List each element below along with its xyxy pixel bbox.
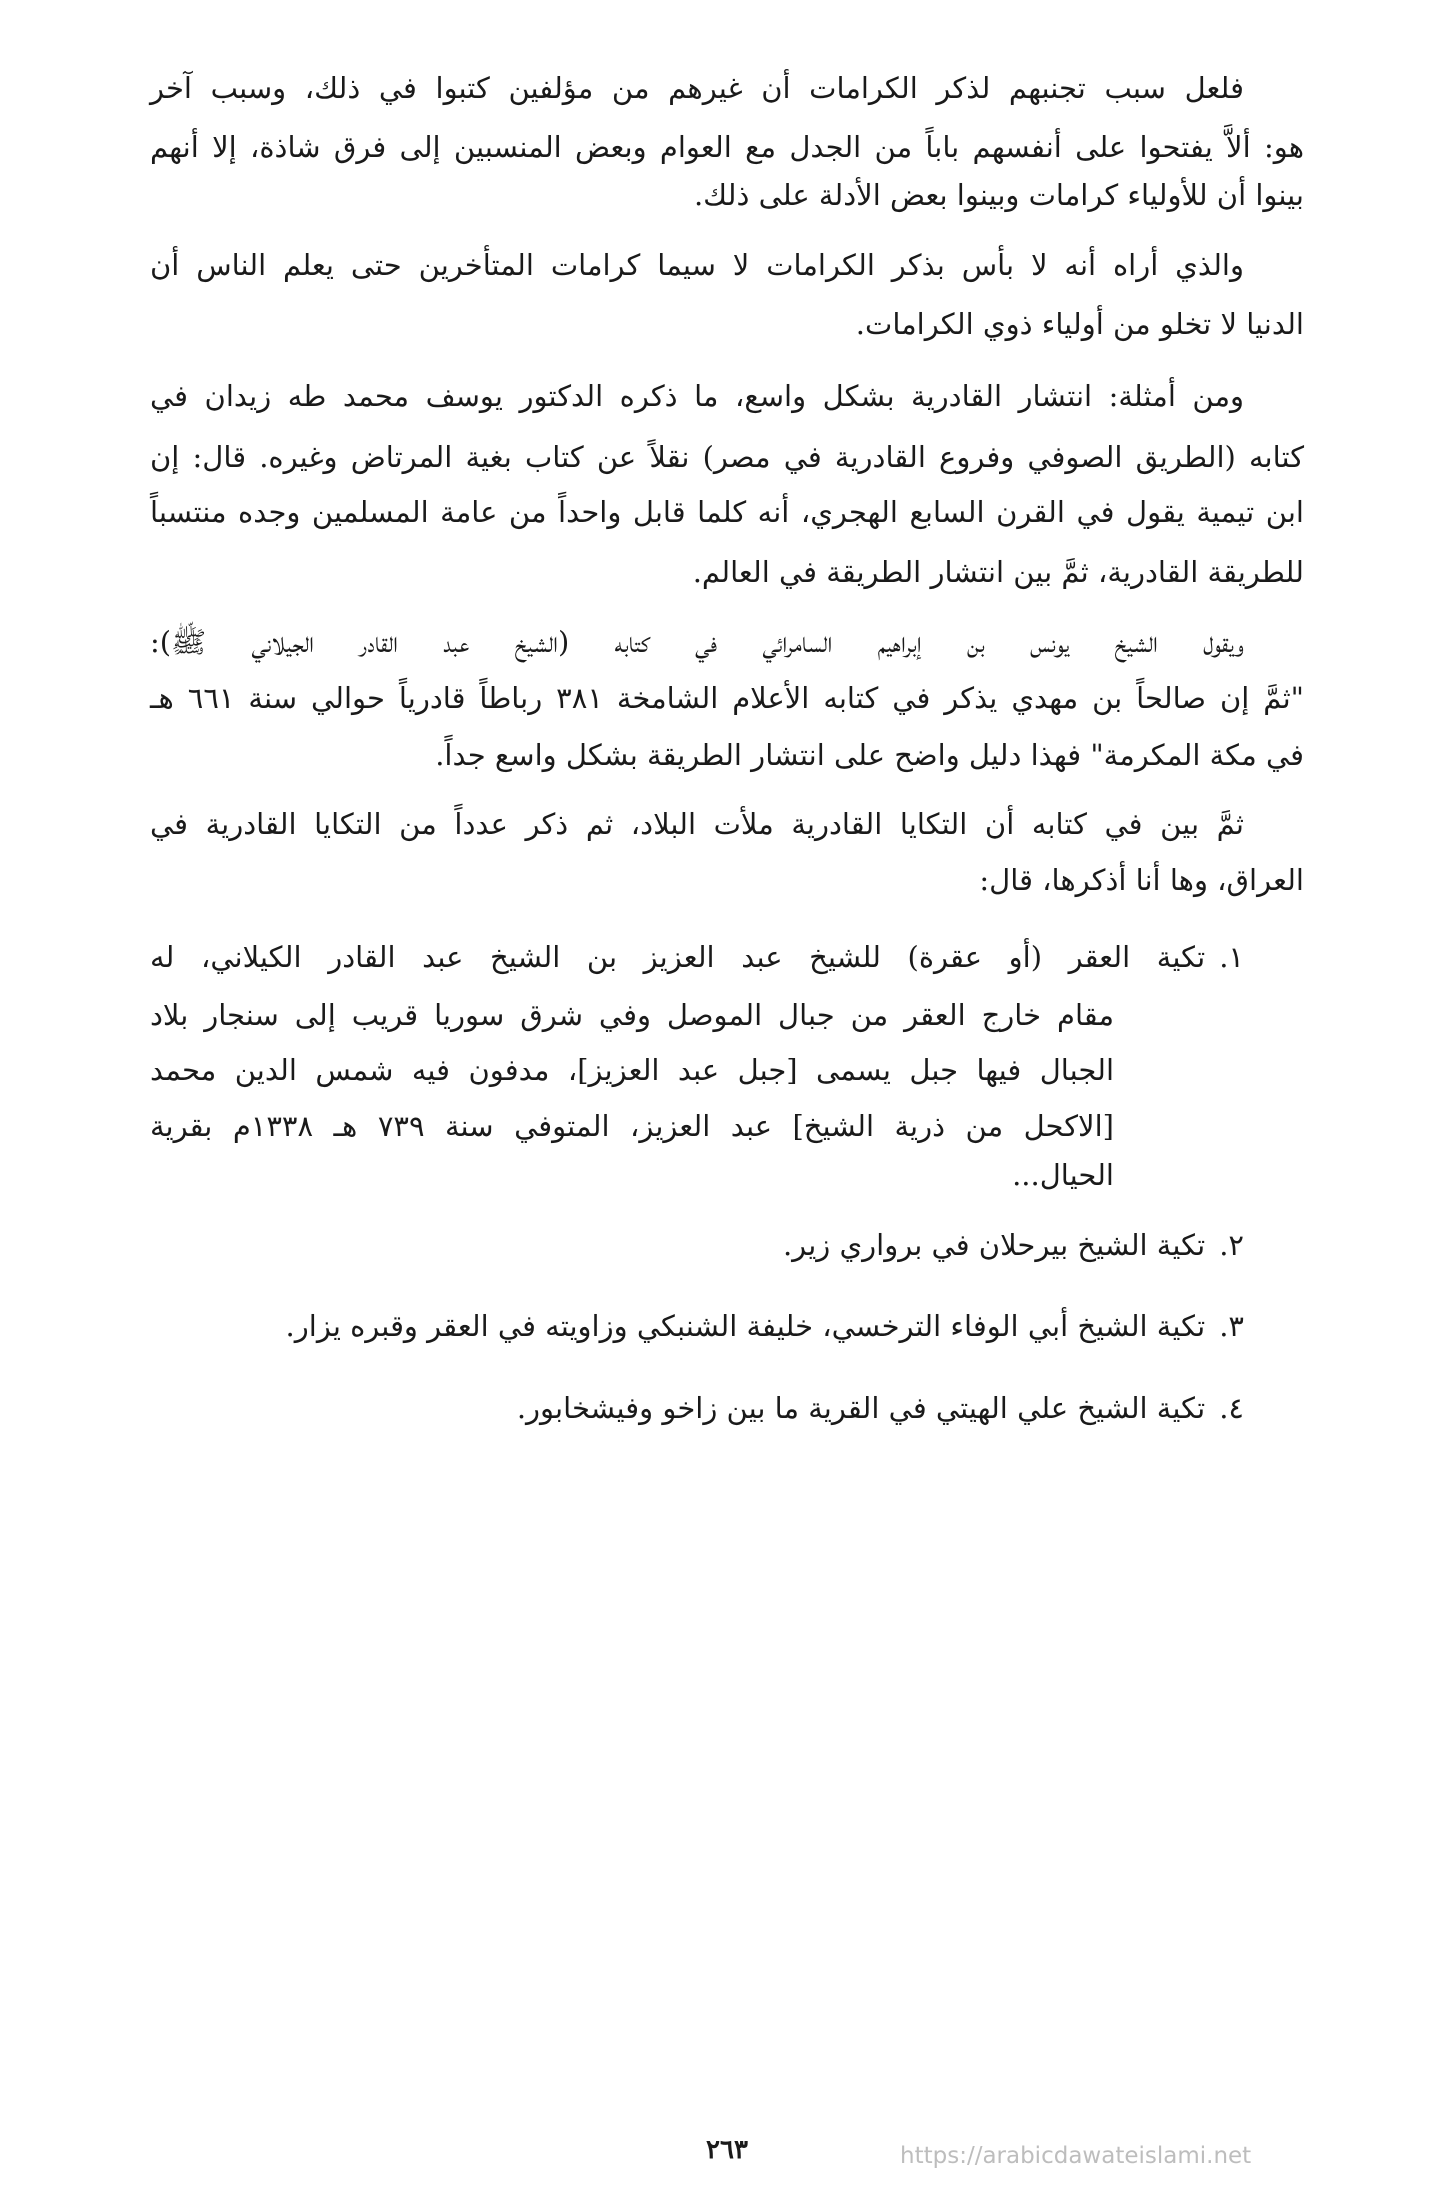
list-item-1-line-2: مقام خارج العقر من جبال الموصل وفي شرق سوريا قريب إلى سنجار بلاد	[150, 998, 1114, 1032]
page-number: ٢٦٣	[706, 2135, 748, 2165]
list-item-1-text: تكية العقر (أو عقرة) للشيخ عبد العزيز بن الشيخ عبد القادر الكيلاني، له	[150, 940, 1206, 974]
list-item-1-number: ١.	[1219, 940, 1244, 974]
list-item-1-line-5: الحيال...	[1012, 1158, 1114, 1192]
paragraph-4-line-1: ويقول الشيخ يونس بن إبراهيم السامرائي في كتابه (الشيخ عبد القادر الجيلاني ﷺ):	[150, 625, 1244, 659]
list-item-2-text: تكية الشيخ بيرحلان في برواري زير.	[782, 1228, 1206, 1262]
paragraph-1-line-1: فلعل سبب تجنبهم لذكر الكرامات أن غيرهم من مؤلفين كتبوا في ذلك، وسبب آخر	[150, 71, 1244, 105]
list-item-4-text: تكية الشيخ علي الهيتي في القرية ما بين زاخو وفيشخابور.	[516, 1391, 1206, 1425]
list-item-2-number: ٢.	[1219, 1228, 1244, 1262]
paragraph-2-line-2: الدنيا لا تخلو من أولياء ذوي الكرامات.	[855, 307, 1304, 341]
list-item-1-line-3: الجبال فيها جبل يسمى [جبل عبد العزيز]، مدفون فيه شمس الدين محمد	[150, 1053, 1114, 1087]
list-item-4-number: ٤.	[1219, 1391, 1244, 1425]
paragraph-1-line-2: هو: ألاَّ يفتحوا على أنفسهم باباً من الجدل مع العوام وبعض المنسبين إلى فرق شاذة، إلا أنهم	[150, 130, 1304, 164]
paragraph-3-line-2: كتابه (الطريق الصوفي وفروع القادرية في مصر) نقلاً عن كتاب بغية المرتاض وغيره. قال: إن	[150, 440, 1304, 474]
list-item-3	[150, 1306, 1244, 1346]
paragraph-3-line-3: ابن تيمية يقول في القرن السابع الهجري، أنه كلما قابل واحداً من عامة المسلمين وجده منتسباً	[150, 495, 1304, 529]
paragraph-3-line-1: ومن أمثلة: انتشار القادرية بشكل واسع، ما ذكره الدكتور يوسف محمد طه زيدان في	[150, 379, 1244, 413]
list-item-3-number: ٣.	[1219, 1309, 1244, 1343]
list-item-3-text: تكية الشيخ أبي الوفاء الترخسي، خليفة الشنبكي وزاويته في العقر وقبره يزار.	[285, 1309, 1206, 1343]
paragraph-1-line-3: بينوا أن للأولياء كرامات وبينوا بعض الأدلة على ذلك.	[693, 178, 1304, 212]
paragraph-2-line-1: والذي أراه أنه لا بأس بذكر الكرامات لا سيما كرامات المتأخرين حتى يعلم الناس أن	[150, 248, 1244, 282]
paragraph-4-line-3: في مكة المكرمة" فهذا دليل واضح على انتشار الطريقة بشكل واسع جداً.	[435, 738, 1304, 772]
list-item-1-line-1	[150, 937, 1244, 977]
paragraph-3-line-4: للطريقة القادرية، ثمَّ بين انتشار الطريقة في العالم.	[692, 555, 1304, 589]
paragraph-4-line-2: "ثمَّ إن صالحاً بن مهدي يذكر في كتابه الأعلام الشامخة ٣٨١ رباطاً قادرياً حوالي سنة ٦٦١ هـ	[150, 681, 1305, 715]
watermark-url: https://arabicdawateislami.net	[900, 2143, 1252, 2169]
paragraph-5-line-2: العراق، وها أنا أذكرها، قال:	[979, 863, 1304, 897]
list-item-2	[150, 1225, 1244, 1265]
list-item-1-line-4: [الاكحل من ذرية الشيخ] عبد العزيز، المتوفي سنة ٧٣٩ هـ ١٣٣٨م بقرية	[150, 1109, 1114, 1143]
list-item-4	[150, 1388, 1244, 1428]
paragraph-5-line-1: ثمَّ بين في كتابه أن التكايا القادرية ملأت البلاد، ثم ذكر عدداً من التكايا القادرية في	[150, 807, 1244, 841]
